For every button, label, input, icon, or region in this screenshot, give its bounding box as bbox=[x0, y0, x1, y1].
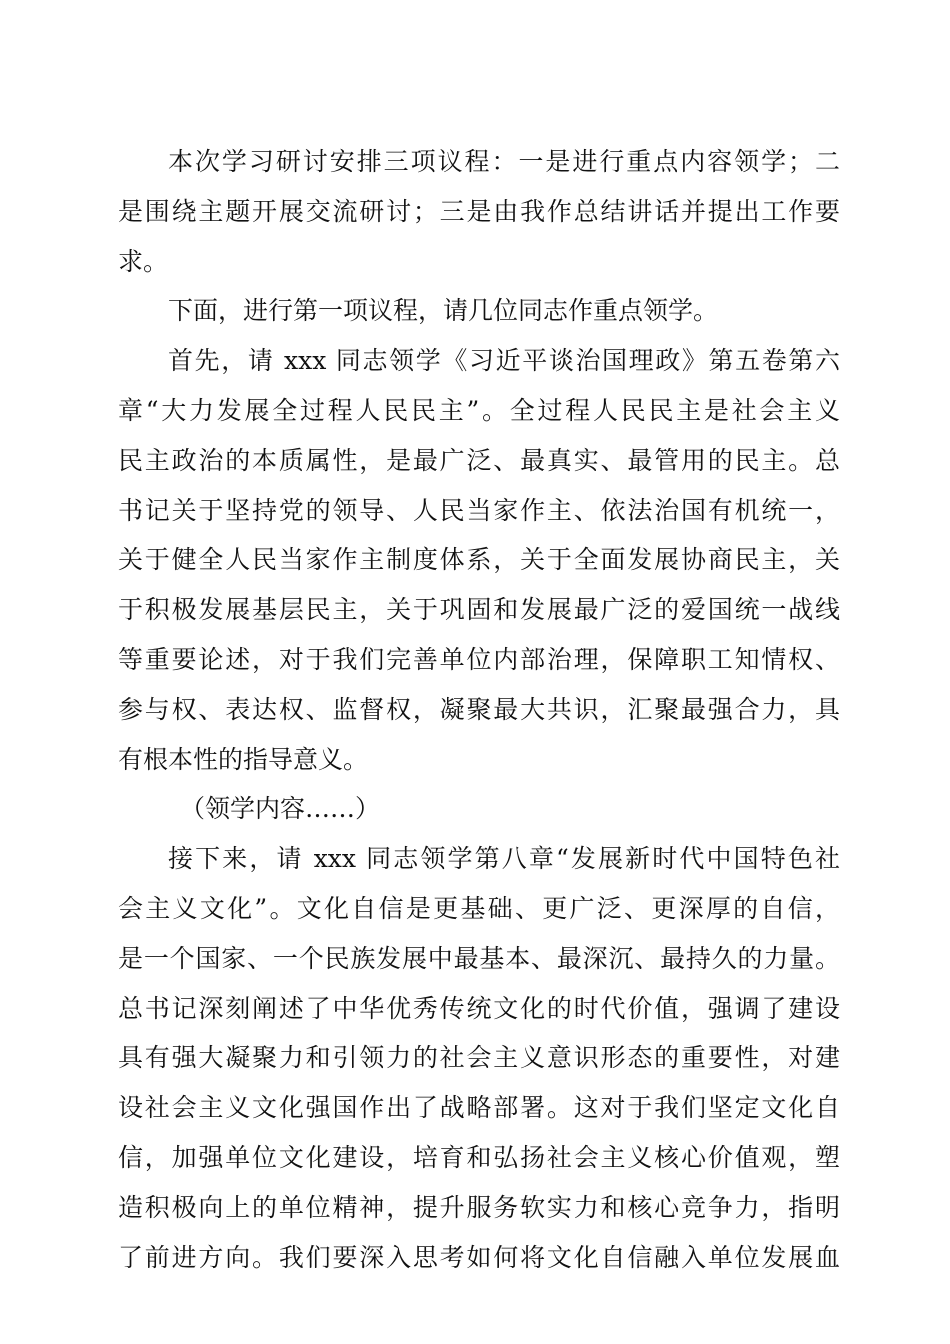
text-line: 首先，请 xxx 同志领学《习近平谈治国理政》第五卷第六 bbox=[168, 346, 840, 376]
text-line: 总书记深刻阐述了中华优秀传统文化的时代价值，强调了建设 bbox=[118, 993, 840, 1023]
text-line: 本次学习研讨安排三项议程：一是进行重点内容领学；二 bbox=[168, 147, 840, 176]
text-line: 章“大力发展全过程人民民主”。全过程人民民主是社会主义 bbox=[118, 395, 840, 425]
text-line: 书记关于坚持党的领导、人民当家作主、依法治国有机统一， bbox=[118, 495, 840, 525]
text-line: 参与权、表达权、监督权，凝聚最大共识，汇聚最强合力，具 bbox=[118, 694, 840, 724]
text-line: 关于健全人民当家作主制度体系，关于全面发展协商民主，关 bbox=[118, 545, 840, 575]
text-line: 于积极发展基层民主，关于巩固和发展最广泛的爱国统一战线 bbox=[118, 595, 840, 625]
text-line: 民主政治的本质属性，是最广泛、最真实、最管用的民主。总 bbox=[118, 445, 840, 475]
text-line: （领学内容……） bbox=[180, 794, 381, 824]
text-line: 接下来，请 xxx 同志领学第八章“发展新时代中国特色社 bbox=[168, 844, 840, 874]
text-line: 有根本性的指导意义。 bbox=[118, 744, 369, 774]
text-line: 设社会主义文化强国作出了战略部署。这对于我们坚定文化自 bbox=[118, 1093, 840, 1123]
text-line: 求。 bbox=[118, 246, 169, 276]
text-line: 会主义文化”。文化自信是更基础、更广泛、更深厚的自信， bbox=[118, 893, 840, 923]
text-line: 等重要论述，对于我们完善单位内部治理，保障职工知情权、 bbox=[118, 644, 840, 674]
text-line: 造积极向上的单位精神，提升服务软实力和核心竞争力，指明 bbox=[118, 1192, 840, 1222]
text-line: 下面，进行第一项议程，请几位同志作重点领学。 bbox=[168, 296, 719, 326]
text-line: 是一个国家、一个民族发展中最基本、最深沉、最持久的力量。 bbox=[118, 943, 840, 973]
text-line: 了前进方向。我们要深入思考如何将文化自信融入单位发展血 bbox=[118, 1242, 840, 1272]
text-line: 信，加强单位文化建设，培育和弘扬社会主义核心价值观，塑 bbox=[118, 1142, 840, 1172]
text-line: 具有强大凝聚力和引领力的社会主义意识形态的重要性，对建 bbox=[118, 1043, 840, 1073]
document-body bbox=[118, 137, 840, 1282]
text-line: 是围绕主题开展交流研讨；三是由我作总结讲话并提出工作要 bbox=[118, 196, 840, 226]
